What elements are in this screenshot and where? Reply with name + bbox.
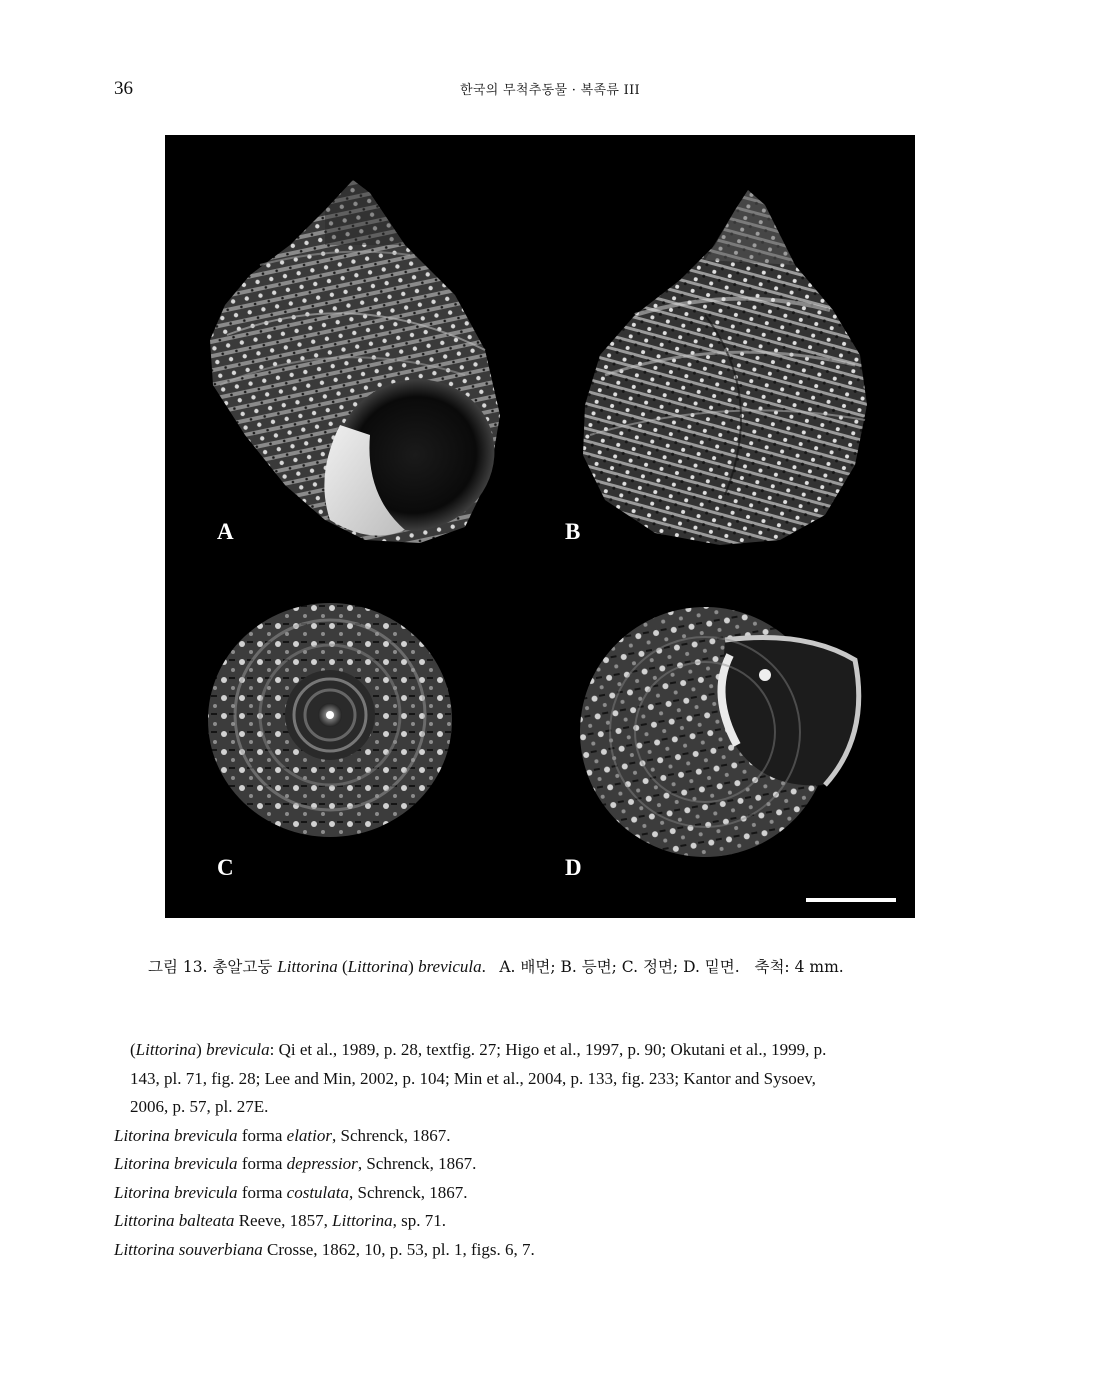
synonym-entry <box>114 1150 984 1179</box>
synonym-rank: forma <box>237 1154 287 1173</box>
synonymy-list <box>114 1036 984 1264</box>
running-title: 한국의 무척추동물 · 복족류 III <box>460 83 640 98</box>
syn-citation-line-2: 143, pl. 71, fig. 28; Lee and Min, 2002, p. 104; Min et al., 2004, p. 133, fig. 233; Kantor and Sysoev, <box>130 1068 816 1088</box>
synonym-author: , Schrenck, 1867. <box>357 1154 477 1173</box>
scale-bar <box>806 898 896 902</box>
caption-scale: 축척: 4 mm. <box>754 958 844 976</box>
synonym-rank: Reeve, 1857, <box>234 1211 333 1230</box>
caption-views: A. 배면; B. 등면; C. 정면; D. 밑면. <box>499 958 740 976</box>
synonym-form: depressior <box>286 1154 358 1173</box>
synonym-author: , Schrenck, 1867. <box>332 1125 451 1145</box>
synonymy-continuation: (Littorina) brevicula: Qi et al., 1989, p. 28, textfig. 27; Higo et al., 1997, p. 90; Okutani et al., 1999, p. 143, pl. 71, fig. 28; Lee and Min, 2002, p. 104; Min et al., 2004, p. 133, fig. 233; Kantor and Sysoev, 2006, p. 57, pl. 27E. <box>114 1036 984 1122</box>
panel-label-c: C <box>217 855 234 880</box>
page-number: 36 <box>114 78 133 99</box>
figure-plate <box>165 135 915 918</box>
figure-caption: 그림 13. 총알고둥 Littorina (Littorina) brevicula. A. 배면; B. 등면; C. 정면; D. 밑면. 축척: 4 mm. <box>148 957 844 976</box>
shell-d-basal-view <box>560 587 859 877</box>
synonym-form: elatior <box>286 1125 332 1145</box>
synonym-rank: forma <box>237 1125 287 1145</box>
synonym-author: , Schrenck, 1867. <box>349 1182 468 1202</box>
synonym-entry <box>114 1236 984 1265</box>
synonym-entry <box>114 1207 984 1236</box>
shell-c-apical-view <box>208 603 452 837</box>
panel-label-a: A <box>217 519 234 544</box>
synonym-form: Littorina <box>332 1211 393 1230</box>
shell-a-apertural-view <box>210 180 516 553</box>
synonym-name: Littorina balteata <box>114 1211 235 1230</box>
synonym-entry <box>114 1122 984 1151</box>
shell-b-abapertural-view <box>583 190 867 545</box>
synonym-name: Litorina brevicula <box>114 1125 238 1145</box>
syn-subgenus: Littorina <box>135 1040 197 1059</box>
synonym-author: , sp. 71. <box>392 1211 447 1230</box>
panel-label-b: B <box>565 519 581 544</box>
syn-species: brevicula <box>206 1040 270 1059</box>
synonym-entry <box>114 1179 984 1208</box>
caption-species: brevicula <box>418 957 482 976</box>
caption-genus: Littorina <box>277 957 338 976</box>
synonym-name: Litorina brevicula <box>114 1182 238 1202</box>
syn-citation-line-3: 2006, p. 57, pl. 27E. <box>130 1097 269 1116</box>
shell-photographs <box>165 135 915 918</box>
synonym-form: costulata <box>286 1182 349 1202</box>
panel-label-d: D <box>565 855 582 880</box>
caption-prefix: 그림 13. 총알고둥 <box>148 958 273 976</box>
caption-subgenus: Littorina <box>347 957 409 976</box>
synonym-name: Litorina brevicula <box>114 1154 238 1173</box>
synonym-rank: forma <box>237 1182 287 1202</box>
synonym-rank: Crosse, 1862, 10, p. 53, pl. 1, figs. 6, 7. <box>262 1239 535 1259</box>
syn-citation-line-1: : Qi et al., 1989, p. 28, textfig. 27; Higo et al., 1997, p. 90; Okutani et al., 1999, p. <box>269 1040 827 1059</box>
synonym-name: Littorina souverbiana <box>114 1239 263 1259</box>
